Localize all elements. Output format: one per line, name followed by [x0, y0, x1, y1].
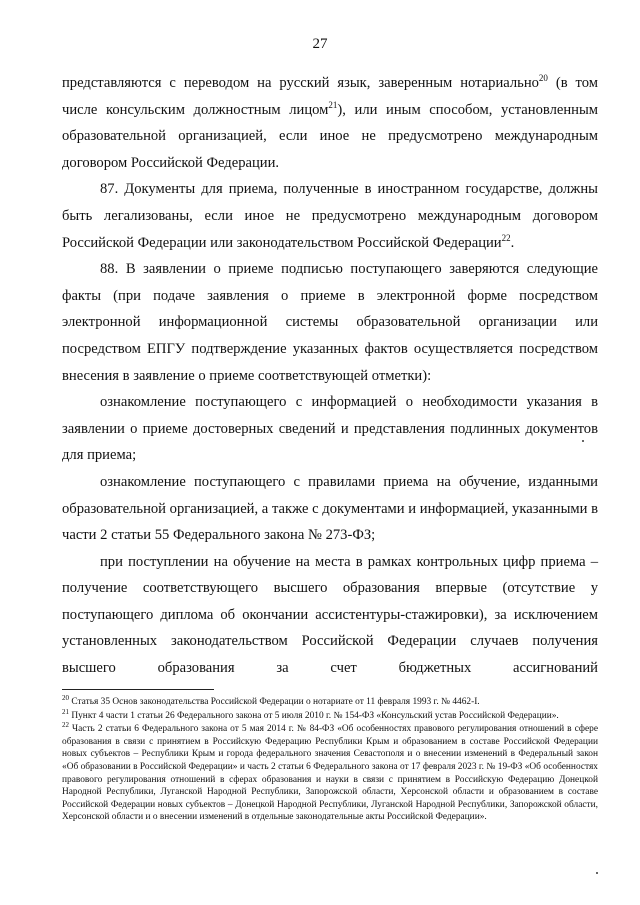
footnote-number: 21	[62, 707, 69, 716]
scan-speck	[596, 872, 598, 874]
paragraph-continuation	[62, 70, 598, 176]
footnote-number: 22	[62, 721, 69, 730]
document-body	[62, 70, 598, 682]
footnote-text: Часть 2 статьи 6 Федерального закона от 5 мая 2014 г. № 84-ФЗ «Об особенностях правового регулирования отношений в сфере образования в связи с принятием в Российскую Федерацию Республики Крым и образованием в составе Российской Федерации новых субъектов – Республики Крым и города федерального значения Севастополя и о внесении изменений в Федеральный закон «Об образовании в Российской Федерации» и часть 2 статьи 6 Федерального закона от 17 февраля 2023 г. № 19-ФЗ «Об особенностях правового регулирования отношений в сферах образования и науки в связи с принятием в Российскую Федерацию Донецкой Народной Республики, Луганской Народной Республики, Запорожской области, Херсонской области и образованием в составе Российской Федерации новых субъектов – Донецкой Народной Республики, Луганской Народной Республики, Запорожской области, Херсонской области и о внесении изменений в отдельные законодательные акты Российской Федерации».	[62, 724, 598, 823]
paragraph-88: 88. В заявлении о приеме подписью поступающего заверяются следующие факты (при подаче заявления о приеме в электронной форме посредством электронной информационной системы образовательной организации или посредством ЕПГУ подтверждение указанных фактов осуществляется посредством внесения в заявление о приеме соответствующей отметки):	[62, 261, 598, 384]
footnote-text: Статья 35 Основ законодательства Российской Федерации о нотариате от 11 февраля 1993 г. № 4462-I.	[69, 697, 480, 707]
footnote-ref[interactable]: 22	[501, 232, 511, 243]
paragraph-text: ), или иным способом, установленным образовательной организацией, если иное не предусмотрено международным договором Российской Федерации.	[62, 101, 599, 171]
page-number: 27	[312, 36, 328, 52]
paragraph-text: (в том числе консульским должностным лицом	[62, 75, 598, 118]
footnote-text: Пункт 4 части 1 статьи 26 Федерального закона от 5 июля 2010 г. № 154-ФЗ «Консульский устав Российской Федерации».	[69, 710, 559, 721]
list-item-fact-1: ознакомление поступающего с информацией о необходимости указания в заявлении о приеме достоверных сведений и представления подлинных документов для приема;	[62, 394, 598, 464]
list-item-fact-3: при поступлении на обучение на места в рамках контрольных цифр приема – получение соответствующего высшего образования впервые (отсутствие у поступающего диплома об окончании ассистентуры-стажировки), за исключением установленных законодательством Российской Федерации случаев получения высшего образования за счет бюджетных ассигнований	[62, 553, 598, 677]
list-item-fact-2: ознакомление поступающего с правилами приема на обучение, изданными образовательной организацией, а также с документами и информацией, указанными в части 2 статьи 55 Федерального закона № 273-ФЗ;	[62, 473, 598, 544]
paragraph-87	[62, 176, 598, 256]
paragraph-text: .	[510, 234, 515, 251]
footnotes	[62, 693, 598, 825]
paragraph-text: 87. Документы для приема, полученные в иностранном государстве, должны быть легализованы, если иное не предусмотрено международным договором Российской Федерации или законодательством Российской Федерации	[62, 181, 598, 251]
paragraph-text: представляются с переводом на русский язык, заверенным нотариально	[62, 75, 539, 91]
footnote	[62, 693, 598, 709]
footnote-ref[interactable]: 21	[328, 99, 338, 110]
footnote-separator	[62, 689, 214, 690]
footnote	[62, 723, 598, 824]
footnote-number: 20	[62, 693, 69, 702]
footnote-ref[interactable]: 20	[538, 73, 548, 84]
scan-speck	[582, 440, 584, 442]
footnote	[62, 707, 598, 723]
